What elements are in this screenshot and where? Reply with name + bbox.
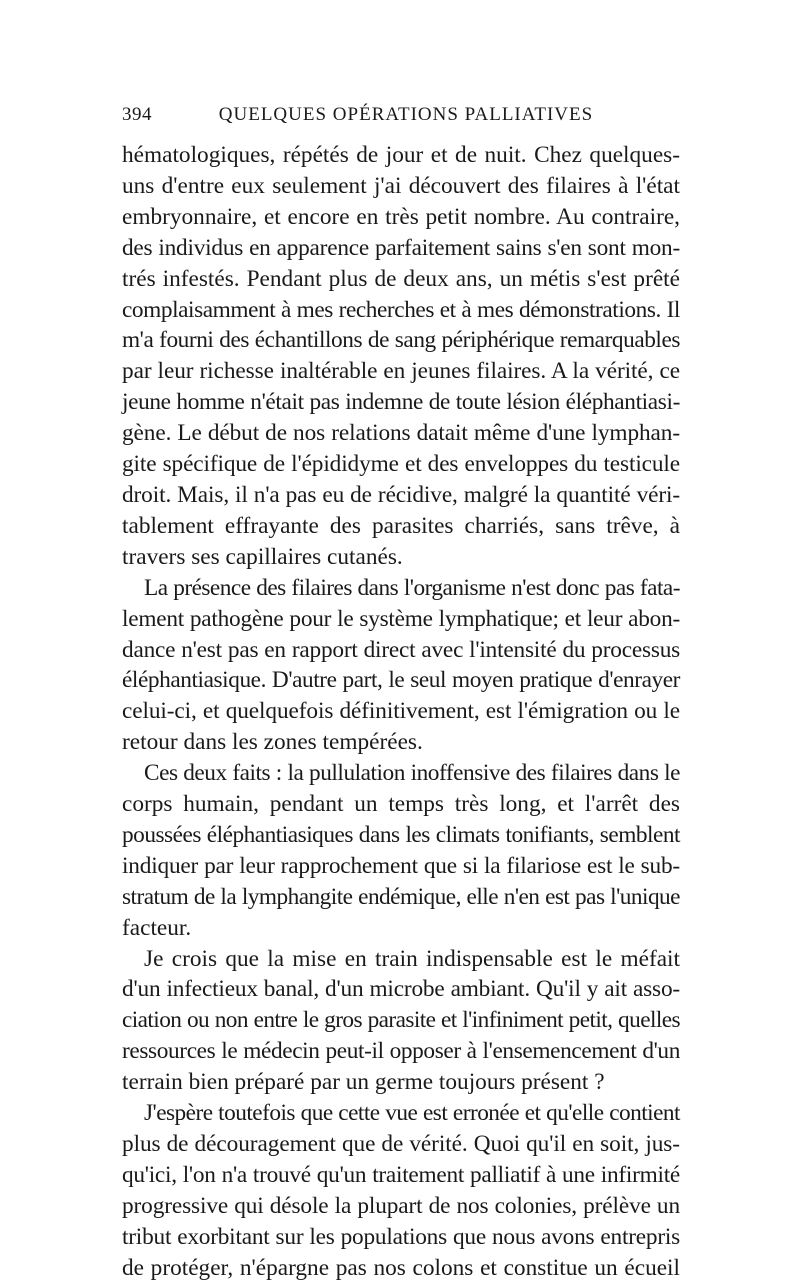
text-line: tablement effrayante des parasites charriés, sans trêve, à bbox=[122, 512, 680, 539]
text-line: celui-ci, et quelquefois définitivement, est l'émigration ou le bbox=[122, 698, 680, 725]
text-line: ressources le médecin peut-il opposer à l'ensemencement d'un bbox=[122, 1038, 680, 1065]
text-line: uns d'entre eux seulement j'ai découvert des filaires à l'état bbox=[122, 172, 680, 199]
paragraph bbox=[122, 1098, 680, 1283]
text-line: d'un infectieux banal, d'un microbe ambiant. Qu'il y ait asso- bbox=[122, 976, 680, 1003]
text-line: ciation ou non entre le gros parasite et l'infiniment petit, quelles bbox=[122, 1007, 680, 1034]
text-line: J'espère toutefois que cette vue est erronée et qu'elle contient bbox=[144, 1100, 680, 1127]
paragraph bbox=[122, 140, 680, 573]
text-line: stratum de la lymphangite endémique, elle n'en est pas l'unique bbox=[122, 883, 680, 910]
text-line: trés infestés. Pendant plus de deux ans, un métis s'est prêté bbox=[122, 265, 680, 292]
text-line: retour dans les zones tempérées. bbox=[122, 729, 423, 756]
text-line: qu'ici, l'on n'a trouvé qu'un traitement palliatif à une infirmité bbox=[122, 1161, 680, 1188]
text-line: indiquer par leur rapprochement que si la filariose est le sub- bbox=[122, 852, 680, 879]
text-line: complaisamment à mes recherches et à mes démonstrations. Il bbox=[122, 296, 680, 323]
text-line: m'a fourni des échantillons de sang périphérique remarquables bbox=[122, 327, 680, 354]
text-line: embryonnaire, et encore en très petit nombre. Au contraire, bbox=[122, 203, 680, 230]
text-line: jeune homme n'était pas indemne de toute lésion éléphantiasi- bbox=[122, 389, 680, 416]
paragraph bbox=[122, 944, 680, 1099]
text-line: éléphantiasique. D'autre part, le seul moyen pratique d'enrayer bbox=[122, 667, 680, 694]
text-line: gène. Le début de nos relations datait même d'une lymphan- bbox=[122, 420, 680, 447]
text-line: facteur. bbox=[122, 914, 192, 941]
book-page bbox=[122, 104, 680, 1284]
text-line: lement pathogène pour le système lymphatique; et leur abon- bbox=[122, 605, 680, 632]
text-line: par leur richesse inaltérable en jeunes filaires. A la vérité, ce bbox=[122, 358, 680, 385]
body-text bbox=[122, 140, 680, 1284]
text-line: gite spécifique de l'épididyme et des enveloppes du testicule bbox=[122, 451, 680, 478]
text-line: droit. Mais, il n'a pas eu de récidive, malgré la quantité véri- bbox=[122, 481, 680, 508]
text-line: corps humain, pendant un temps très long, et l'arrêt des bbox=[122, 791, 680, 818]
text-line: des individus en apparence parfaitement sains s'en sont mon- bbox=[122, 234, 680, 261]
text-line: plus de découragement que de vérité. Quoi qu'il en soit, jus- bbox=[122, 1131, 680, 1157]
running-title: QUELQUES OPÉRATIONS PALLIATIVES bbox=[218, 104, 594, 125]
paragraph bbox=[122, 758, 680, 943]
text-line: dance n'est pas en rapport direct avec l'intensité du processus bbox=[122, 636, 680, 663]
text-line: de protéger, n'épargne pas nos colons et constitue un écueil bbox=[122, 1254, 680, 1281]
text-line: La présence des filaires dans l'organisme n'est donc pas fata- bbox=[144, 574, 680, 601]
text-line: Ces deux faits : la pullulation inoffensive des filaires dans le bbox=[144, 760, 680, 787]
text-line: tribut exorbitant sur les populations que nous avons entrepris bbox=[122, 1223, 680, 1250]
text-line: poussées éléphantiasiques dans les climats tonifiants, semblent bbox=[122, 821, 680, 848]
text-line: hématologiques, répétés de jour et de nuit. Chez quelques- bbox=[122, 142, 680, 168]
text-line: Je crois que la mise en train indispensable est le méfait bbox=[144, 945, 680, 972]
paragraph bbox=[122, 573, 680, 758]
running-head: 394 QUELQUES OPÉRATIONS PALLIATIVES bbox=[122, 104, 680, 140]
text-line: travers ses capillaires cutanés. bbox=[122, 543, 403, 570]
text-line: terrain bien préparé par un germe toujours présent ? bbox=[122, 1069, 605, 1096]
text-line: progressive qui désole la plupart de nos colonies, prélève un bbox=[122, 1192, 680, 1219]
